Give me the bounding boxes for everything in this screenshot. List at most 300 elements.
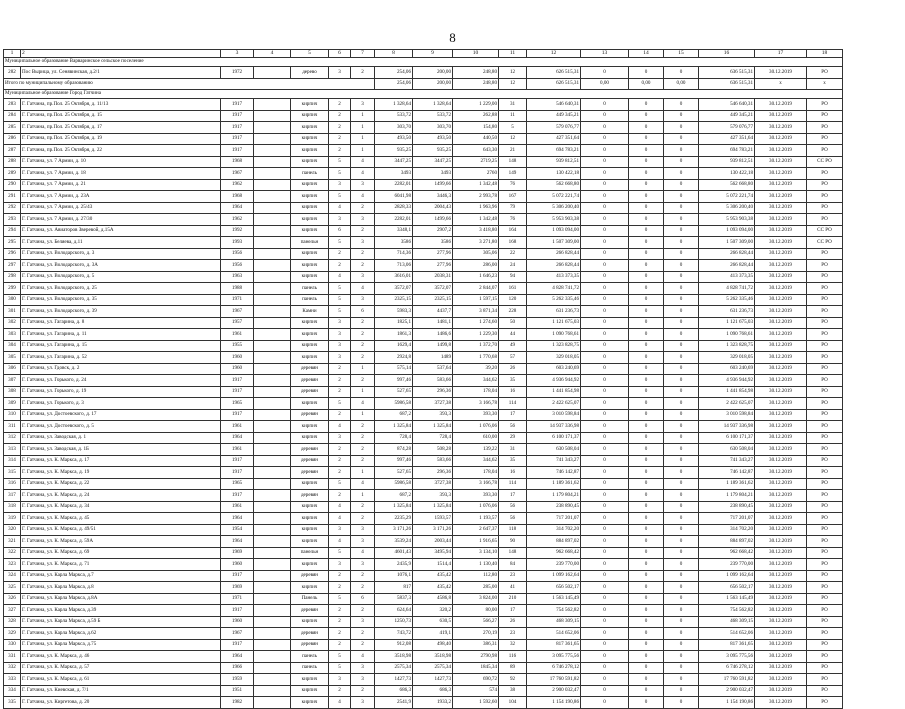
table-cell: 0 (664, 352, 699, 364)
table-cell: 11 (499, 110, 527, 122)
table-row (4, 628, 843, 640)
table-row (4, 513, 843, 525)
table-cell: 305,06 (453, 248, 499, 260)
table-cell: 1 154 190,86 (527, 697, 581, 709)
section-header-row (4, 58, 843, 67)
table-cell: 2 647,37 (453, 524, 499, 536)
table-cell: 6 (351, 593, 375, 605)
table-cell (254, 536, 291, 548)
table-cell: 92 (499, 674, 527, 686)
table-cell: 1960 (221, 352, 254, 364)
table-cell: 2038,31 (413, 271, 453, 283)
table-cell: деревян (291, 444, 329, 456)
table-cell: кирпич (291, 524, 329, 536)
table-cell: 0 (664, 375, 699, 387)
table-cell: 1917 (221, 409, 254, 421)
table-cell: 3 (329, 432, 351, 444)
table-cell: 636 515,31 (699, 78, 755, 90)
table-cell: 546 640,31 (527, 99, 581, 111)
table-cell: 30.12.2019 (755, 559, 807, 571)
table-cell (254, 490, 291, 502)
table-row (4, 662, 843, 674)
table-cell: 30.12.2019 (755, 179, 807, 191)
table-row (4, 329, 843, 341)
table-cell: кирпич (291, 421, 329, 433)
table-cell: РО (807, 99, 843, 111)
table-cell: 0 (629, 559, 664, 571)
table-row (4, 536, 843, 548)
table-cell: кирпич (291, 225, 329, 237)
table-cell: 2 (351, 202, 375, 214)
table-cell: 4 (351, 283, 375, 295)
table-cell: 30.12.2019 (755, 156, 807, 168)
table-cell: 1992 (221, 225, 254, 237)
table-row (4, 547, 843, 559)
table-cell: 0 (581, 616, 629, 628)
table-cell: 3 095 775,56 (527, 651, 581, 663)
table-cell: 2 844,07 (453, 283, 499, 295)
table-row (4, 432, 843, 444)
table-cell: 2 (329, 110, 351, 122)
table-cell: 713,06 (375, 260, 413, 272)
table-cell (254, 237, 291, 249)
table-cell: 120 (499, 294, 527, 306)
table-row (4, 237, 843, 249)
table-cell: 3446,3 (413, 191, 453, 203)
table-cell: кирпич (291, 202, 329, 214)
table-cell: Г. Гатчина, ул. 7 Армии, д. 23А (21, 191, 221, 203)
table-cell: 4 936 944,92 (527, 375, 581, 387)
table-cell: 17 760 591,82 (527, 674, 581, 686)
table-row (4, 202, 843, 214)
table-cell: 1 323 828,75 (527, 340, 581, 352)
table-row (4, 340, 843, 352)
table-cell: 329 (4, 628, 21, 640)
table-cell: СС РО (807, 237, 843, 249)
table-cell: 30.12.2019 (755, 421, 807, 433)
table-cell: 583,66 (413, 455, 453, 467)
table-cell: 56 (499, 501, 527, 513)
table-cell: 5 (329, 156, 351, 168)
table-cell: 1427,73 (413, 674, 453, 686)
table-cell: 2 (351, 570, 375, 582)
table-cell: 0 (581, 674, 629, 686)
table-cell: 3493 (375, 168, 413, 180)
table-cell: 148 (499, 156, 527, 168)
table-cell (254, 547, 291, 559)
table-cell: 3447,25 (413, 156, 453, 168)
table-cell: 579 076,77 (699, 122, 755, 134)
table-cell: РО (807, 283, 843, 295)
table-cell: Г. Гатчина, ул. Горького, д. 19 (21, 386, 221, 398)
table-cell: 3 (329, 524, 351, 536)
table-cell: 149 (499, 168, 527, 180)
table-cell: 300 (4, 294, 21, 306)
table-cell: 2 (351, 317, 375, 329)
table-cell: РО (807, 651, 843, 663)
table-row (4, 110, 843, 122)
table-cell: кирпич (291, 99, 329, 111)
table-cell: дерево (291, 67, 329, 79)
table-cell: 12 (499, 133, 527, 145)
table-cell: 314 (4, 455, 21, 467)
table-cell: 0 (629, 156, 664, 168)
table-row (4, 363, 843, 375)
table-cell: 493,50 (375, 133, 413, 145)
table-cell: 0 (581, 513, 629, 525)
table-cell: кирпич (291, 133, 329, 145)
table-cell: 0 (581, 363, 629, 375)
table-cell: 0 (581, 271, 629, 283)
table-cell: 0 (664, 110, 699, 122)
table-cell: 754 562,82 (699, 605, 755, 617)
table-cell: Г. Гатчина, ул. Карла Маркса, д.39 (21, 605, 221, 617)
table-cell: 0 (664, 179, 699, 191)
table-cell (254, 697, 291, 709)
table-cell: 1514,4 (413, 559, 453, 571)
table-cell: 2 (329, 363, 351, 375)
table-cell: 6 100 171,37 (699, 432, 755, 444)
table-cell: РО (807, 547, 843, 559)
table-cell: 0 (629, 122, 664, 134)
table-cell: 603 240,69 (699, 363, 755, 375)
table-cell: 30.12.2019 (755, 651, 807, 663)
table-cell: Г. Гатчина, ул. К. Маркса, д. 61 (21, 674, 221, 686)
table-cell: 344,62 (453, 375, 499, 387)
table-cell: 30.12.2019 (755, 593, 807, 605)
table-cell: 3 (351, 697, 375, 709)
table-cell: Г. Гатчина, ул. Карла Маркса, д.75 (21, 639, 221, 651)
table-cell: 30.12.2019 (755, 398, 807, 410)
table-cell: 3616,01 (375, 271, 413, 283)
table-cell: 2 (351, 340, 375, 352)
table-cell: РО (807, 421, 843, 433)
table-cell: 303,70 (375, 122, 413, 134)
table-cell: деревян (291, 605, 329, 617)
table-cell: кирпич (291, 674, 329, 686)
table-cell: Г. Гатчина, ул. Володарского, д. 3А (21, 260, 221, 272)
table-cell: РО (807, 168, 843, 180)
table-cell: 4 (351, 651, 375, 663)
table-cell: 533,72 (375, 110, 413, 122)
table-cell (254, 616, 291, 628)
table-cell: панель (291, 662, 329, 674)
table-cell: 5 (329, 306, 351, 318)
column-index-cell: 11 (499, 50, 527, 58)
table-cell: 1 (351, 409, 375, 421)
table-cell: 2 (329, 133, 351, 145)
table-cell: 266 828,44 (527, 248, 581, 260)
table-cell: 0 (629, 524, 664, 536)
table-cell: 2828,33 (375, 202, 413, 214)
table-cell: кирпич (291, 340, 329, 352)
table-cell: 161 (499, 283, 527, 295)
table-cell: 0 (664, 191, 699, 203)
table-cell: Г. Гатчина, ул. Заводская, д. 1Б (21, 444, 221, 456)
table-cell: кирпич (291, 398, 329, 410)
table-cell: 1 963,96 (453, 202, 499, 214)
table-cell: 323 (4, 559, 21, 571)
table-cell: 30.12.2019 (755, 490, 807, 502)
table-cell: Г. Гатчина, ул. К. Маркса, д. 45 (21, 513, 221, 525)
table-cell: Г. Гатчина, пр.Пол. 25 Октября, д. 15 (21, 110, 221, 122)
table-cell: 2435,9 (375, 559, 413, 571)
table-cell (254, 386, 291, 398)
table-cell: 0 (581, 340, 629, 352)
table-cell: 631 236,73 (699, 306, 755, 318)
table-cell: 0 (629, 99, 664, 111)
table-cell: 1967 (221, 168, 254, 180)
table-cell: 3 (351, 674, 375, 686)
table-cell: 200,00 (413, 67, 453, 79)
table-row (4, 524, 843, 536)
table-cell: Г. Гатчина, ул. К. Маркса, д. 59А (21, 536, 221, 548)
table-cell (254, 685, 291, 697)
table-cell: 0 (664, 685, 699, 697)
table-cell (254, 283, 291, 295)
table-cell: кирпич (291, 501, 329, 513)
table-cell: 0 (664, 168, 699, 180)
table-cell: 5986,58 (375, 398, 413, 410)
table-cell: 0 (664, 67, 699, 79)
table-cell: 884 897,02 (699, 536, 755, 548)
table-cell: 1 099 162,64 (527, 570, 581, 582)
table-cell: 3 824,00 (453, 593, 499, 605)
table-cell: 5 (499, 122, 527, 134)
table-cell: 0 (629, 467, 664, 479)
table-cell: 1 229,30 (453, 329, 499, 341)
table-cell: 44 (499, 329, 527, 341)
table-cell: 307 (4, 375, 21, 387)
table-cell: 30.12.2019 (755, 639, 807, 651)
table-cell: 3 010 598,84 (527, 409, 581, 421)
table-cell: 631 236,73 (527, 306, 581, 318)
table-cell: 3348,1 (375, 225, 413, 237)
table-cell: 1499,66 (413, 179, 453, 191)
table-cell: РО (807, 559, 843, 571)
table-cell: 333 (4, 674, 21, 686)
table-cell: деревян (291, 570, 329, 582)
table-cell: 1427,73 (375, 674, 413, 686)
table-cell: 626 515,31 (527, 67, 581, 79)
table-cell: панель (291, 283, 329, 295)
table-row (4, 214, 843, 226)
table-cell: 30.12.2019 (755, 570, 807, 582)
table-cell: 0 (629, 202, 664, 214)
table-cell: 3586 (375, 237, 413, 249)
table-cell: 344,62 (453, 455, 499, 467)
table-cell: 26 (499, 363, 527, 375)
table-cell: 0 (664, 616, 699, 628)
table-cell: 656 502,17 (527, 582, 581, 594)
table-cell: 30.12.2019 (755, 237, 807, 249)
table-cell (254, 329, 291, 341)
table-cell: 0 (664, 386, 699, 398)
table-cell: 2 (329, 455, 351, 467)
table-cell: 1960 (221, 559, 254, 571)
table-cell: 2 (329, 99, 351, 111)
table-cell: 0 (664, 697, 699, 709)
table-cell: 315 (4, 467, 21, 479)
table-row (4, 467, 843, 479)
table-cell: Г. Гатчина, ул. 7 Армии, д. 27/30 (21, 214, 221, 226)
table-cell: 3 (329, 340, 351, 352)
table-cell: 0 (664, 398, 699, 410)
table-cell: деревян (291, 409, 329, 421)
table-cell: 746 142,87 (527, 467, 581, 479)
column-index-cell: 1 (4, 50, 21, 58)
table-cell: 286,00 (453, 260, 499, 272)
table-cell: 3 171,26 (413, 524, 453, 536)
table-cell: 3 134,10 (453, 547, 499, 559)
table-cell: 817 (375, 582, 413, 594)
table-cell: 311 (4, 421, 21, 433)
table-cell: РО (807, 145, 843, 157)
table-cell: 493,50 (413, 133, 453, 145)
table-cell: 0 (629, 536, 664, 548)
table-cell: 0 (629, 225, 664, 237)
table-cell: 1917 (221, 99, 254, 111)
table-cell: Г. Гатчина, пр.Пол. 25 Октября, д. 22 (21, 145, 221, 157)
table-cell: 2 (329, 444, 351, 456)
table-cell: 1 441 854,98 (527, 386, 581, 398)
table-cell: 743,72 (375, 628, 413, 640)
column-index-cell: 9 (413, 50, 453, 58)
table-row (4, 283, 843, 295)
table-cell: 30.12.2019 (755, 536, 807, 548)
table-cell (254, 260, 291, 272)
table-cell: 643,30 (453, 145, 499, 157)
table-cell: 31 (499, 444, 527, 456)
table-cell: 2 (351, 375, 375, 387)
table-cell: 30.12.2019 (755, 524, 807, 536)
table-cell: 0 (629, 294, 664, 306)
table-cell: 0,00 (629, 78, 664, 90)
table-cell: 1 (351, 386, 375, 398)
table-cell: 1 (351, 363, 375, 375)
table-cell: РО (807, 214, 843, 226)
table-cell: 1861,3 (375, 329, 413, 341)
table-cell: 2 (351, 455, 375, 467)
table-cell: 330 (4, 639, 21, 651)
table-cell: 238 890,45 (527, 501, 581, 513)
table-cell: 0 (664, 99, 699, 111)
table-cell: 30.12.2019 (755, 455, 807, 467)
table-cell: 1965 (221, 478, 254, 490)
table-cell: деревян (291, 363, 329, 375)
table-cell: 1 325,84 (413, 421, 453, 433)
table-cell: 5 (329, 547, 351, 559)
table-cell: 254,06 (375, 78, 413, 90)
table-cell: 296,36 (413, 386, 453, 398)
table-cell: 3 (329, 352, 351, 364)
table-row (4, 593, 843, 605)
table-cell: 139,22 (453, 444, 499, 456)
table-cell: 0 (629, 317, 664, 329)
table-cell: 1993 (221, 237, 254, 249)
table-cell: 393,30 (453, 409, 499, 421)
table-cell: 1968 (221, 156, 254, 168)
section-title: Муниципальное образование Варваринское сельское поселение (4, 58, 843, 67)
table-cell: Пос Вырица, ул. Сенявинская, д.2/1 (21, 67, 221, 79)
table-cell: 0 (664, 133, 699, 145)
table-cell: 686,3 (413, 685, 453, 697)
table-row (4, 99, 843, 111)
table-cell: 2 (351, 685, 375, 697)
table-cell: 1964 (221, 513, 254, 525)
table-cell: 14 937 336,98 (527, 421, 581, 433)
table-cell: 2 900 032,47 (527, 685, 581, 697)
table-cell (254, 639, 291, 651)
table-cell: 1 372,70 (453, 340, 499, 352)
table-cell: 562 668,80 (699, 179, 755, 191)
table-cell: 305 (4, 352, 21, 364)
table-cell: 962 668,42 (699, 547, 755, 559)
table-cell: 1 121 675,03 (527, 317, 581, 329)
table-cell: 284 (4, 110, 21, 122)
table-cell: 0 (664, 214, 699, 226)
table-cell: 26 (499, 616, 527, 628)
table-cell: 5 953 903,38 (699, 214, 755, 226)
table-cell: 266 828,44 (699, 248, 755, 260)
table-cell: 1 121 675,03 (699, 317, 755, 329)
table-cell: РО (807, 444, 843, 456)
table-cell: 1 328,64 (413, 99, 453, 111)
table-cell: 3 (329, 674, 351, 686)
table-cell (254, 559, 291, 571)
table-cell: 3 418,80 (453, 225, 499, 237)
table-cell: 30.12.2019 (755, 340, 807, 352)
table-cell: 3 (329, 214, 351, 226)
table-cell: 200,00 (413, 78, 453, 90)
table-cell: 310 (4, 409, 21, 421)
table-cell: 302 (4, 317, 21, 329)
table-cell: 0 (629, 639, 664, 651)
table-cell: панель (291, 651, 329, 663)
table-cell: 297 (4, 260, 21, 272)
table-row (4, 386, 843, 398)
table-cell: 30.12.2019 (755, 306, 807, 318)
table-cell: 1 325,84 (375, 421, 413, 433)
table-cell: кирпич (291, 559, 329, 571)
table-cell: 35 (499, 375, 527, 387)
table-cell: 0 (629, 570, 664, 582)
table-cell: 30.12.2019 (755, 444, 807, 456)
table-cell: 5 (329, 237, 351, 249)
table-cell: деревян (291, 639, 329, 651)
table-cell: 1960 (221, 363, 254, 375)
table-cell: Г. Гатчина, ул. Авиаторов Зверевой, д.15А (21, 225, 221, 237)
table-cell: 1933,2 (413, 697, 453, 709)
table-cell: 0 (581, 421, 629, 433)
table-cell: 0 (664, 260, 699, 272)
table-cell: 746 142,87 (699, 467, 755, 479)
table-cell: 393,3 (413, 490, 453, 502)
table-cell: панельн (291, 237, 329, 249)
table-cell: 0 (629, 547, 664, 559)
table-cell: 6 746 278,12 (699, 662, 755, 674)
table-cell: Г. Гатчина, ул. К. Маркса, д. 57 (21, 662, 221, 674)
table-cell: Панель (291, 593, 329, 605)
table-cell: 30.12.2019 (755, 99, 807, 111)
table-cell: 0 (581, 570, 629, 582)
table-cell: 293 (4, 214, 21, 226)
table-cell: 1076,1 (375, 570, 413, 582)
table-cell: 104 (499, 697, 527, 709)
table-cell: Г. Гатчина, ул. Володарского, д. 39 (21, 306, 221, 318)
table-cell: 0 (664, 306, 699, 318)
table-cell: 884 897,02 (527, 536, 581, 548)
